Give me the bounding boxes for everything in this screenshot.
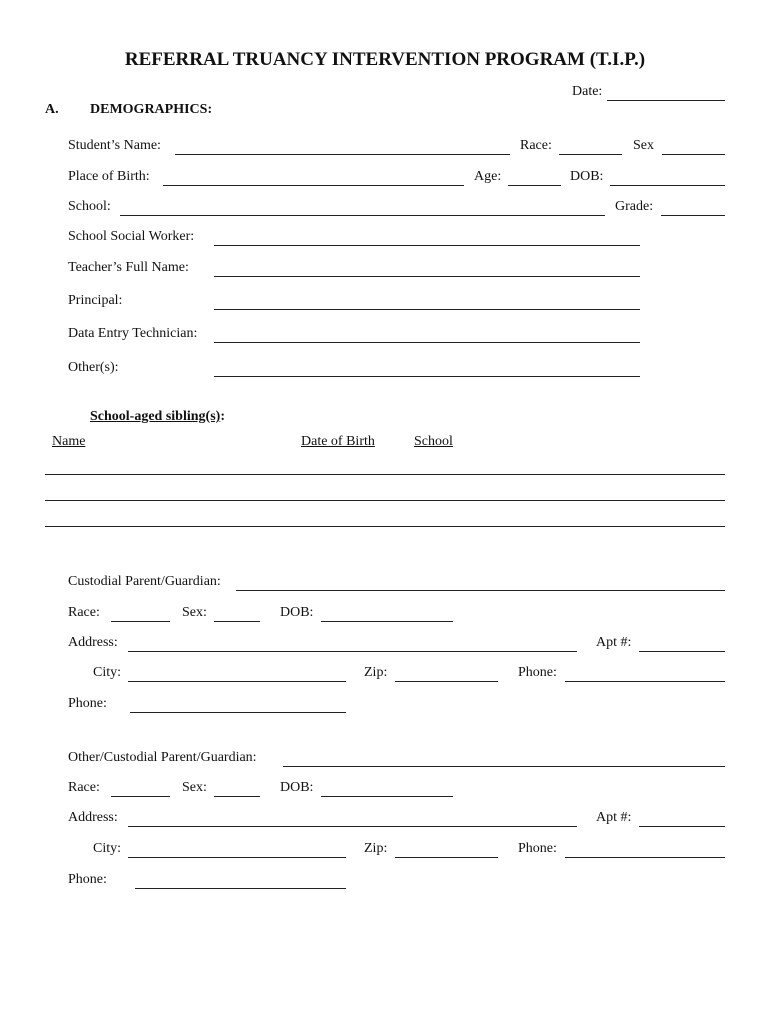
siblings-col-school: School bbox=[414, 434, 453, 449]
dob-label: DOB: bbox=[570, 169, 604, 184]
school-label: School: bbox=[68, 199, 111, 214]
sibling-row-line[interactable] bbox=[45, 500, 725, 501]
student-name-field[interactable] bbox=[175, 154, 510, 155]
data-entry-field[interactable] bbox=[214, 342, 640, 343]
guardian2-sex-field[interactable] bbox=[214, 796, 260, 797]
guardian2-address-field[interactable] bbox=[128, 826, 577, 827]
student-name-label: Student’s Name: bbox=[68, 138, 161, 153]
guardian2-city-label: City: bbox=[93, 841, 122, 856]
guardian1-phone2-field[interactable] bbox=[130, 712, 346, 713]
dob-field[interactable] bbox=[610, 185, 725, 186]
siblings-heading-colon: : bbox=[220, 409, 225, 424]
siblings-col-name: Name bbox=[52, 434, 86, 449]
guardian1-name-field[interactable] bbox=[236, 590, 725, 591]
social-worker-label: School Social Worker: bbox=[68, 229, 195, 244]
guardian1-address-label: Address: bbox=[68, 635, 118, 650]
guardian2-sex-label: Sex: bbox=[182, 780, 207, 795]
guardian2-phone-label: Phone: bbox=[518, 841, 557, 856]
principal-label: Principal: bbox=[68, 293, 123, 308]
siblings-heading-text: School-aged sibling(s) bbox=[90, 409, 221, 424]
guardian2-zip-field[interactable] bbox=[395, 857, 498, 858]
guardian1-race-label: Race: bbox=[68, 605, 100, 620]
guardian1-race-field[interactable] bbox=[111, 621, 170, 622]
guardian2-dob-label: DOB: bbox=[280, 780, 314, 795]
guardian1-phone-field[interactable] bbox=[565, 681, 725, 682]
guardian1-phone-label: Phone: bbox=[518, 665, 557, 680]
student-sex-label: Sex bbox=[633, 138, 654, 153]
teacher-label: Teacher’s Full Name: bbox=[68, 260, 189, 275]
social-worker-field[interactable] bbox=[214, 245, 640, 246]
guardian1-apt-field[interactable] bbox=[639, 651, 725, 652]
birthplace-field[interactable] bbox=[163, 185, 464, 186]
siblings-col-dob: Date of Birth bbox=[301, 434, 375, 449]
guardian1-zip-field[interactable] bbox=[395, 681, 498, 682]
guardian2-dob-field[interactable] bbox=[321, 796, 453, 797]
guardian2-phone2-field[interactable] bbox=[135, 888, 346, 889]
guardian1-sex-field[interactable] bbox=[214, 621, 260, 622]
guardian2-race-label: Race: bbox=[68, 780, 100, 795]
grade-label: Grade: bbox=[615, 199, 654, 214]
siblings-heading bbox=[90, 409, 225, 425]
guardian2-race-field[interactable] bbox=[111, 796, 170, 797]
age-label: Age: bbox=[474, 169, 502, 184]
teacher-field[interactable] bbox=[214, 276, 640, 277]
school-field[interactable] bbox=[120, 215, 605, 216]
guardian2-phone-field[interactable] bbox=[565, 857, 725, 858]
guardian2-apt-field[interactable] bbox=[639, 826, 725, 827]
guardian1-address-field[interactable] bbox=[128, 651, 577, 652]
guardian1-dob-label: DOB: bbox=[280, 605, 314, 620]
form-title: REFERRAL TRUANCY INTERVENTION PROGRAM (T.I.P.) bbox=[124, 49, 646, 70]
guardian1-label: Custodial Parent/Guardian: bbox=[68, 574, 221, 589]
section-letter: A. bbox=[45, 102, 59, 117]
student-race-field[interactable] bbox=[559, 154, 622, 155]
others-label: Other(s): bbox=[68, 360, 119, 375]
guardian1-city-label: City: bbox=[93, 665, 122, 680]
guardian1-phone2-label: Phone: bbox=[68, 696, 107, 711]
guardian2-city-field[interactable] bbox=[128, 857, 346, 858]
data-entry-label: Data Entry Technician: bbox=[68, 326, 198, 341]
guardian1-zip-label: Zip: bbox=[364, 665, 388, 680]
student-race-label: Race: bbox=[520, 138, 552, 153]
sibling-row-line[interactable] bbox=[45, 474, 725, 475]
sibling-row-line[interactable] bbox=[45, 526, 725, 527]
guardian2-apt-label: Apt #: bbox=[596, 810, 632, 825]
guardian1-city-field[interactable] bbox=[128, 681, 346, 682]
principal-field[interactable] bbox=[214, 309, 640, 310]
guardian2-address-label: Address: bbox=[68, 810, 118, 825]
others-field[interactable] bbox=[214, 376, 640, 377]
guardian1-dob-field[interactable] bbox=[321, 621, 453, 622]
guardian2-zip-label: Zip: bbox=[364, 841, 388, 856]
guardian2-name-field[interactable] bbox=[283, 766, 725, 767]
birthplace-label: Place of Birth: bbox=[68, 169, 150, 184]
guardian1-sex-label: Sex: bbox=[182, 605, 207, 620]
date-field[interactable] bbox=[607, 100, 725, 101]
guardian2-phone2-label: Phone: bbox=[68, 872, 107, 887]
section-title: DEMOGRAPHICS: bbox=[90, 102, 213, 117]
grade-field[interactable] bbox=[661, 215, 725, 216]
date-label: Date: bbox=[572, 84, 603, 99]
guardian1-apt-label: Apt #: bbox=[596, 635, 632, 650]
guardian2-label: Other/Custodial Parent/Guardian: bbox=[68, 750, 257, 765]
age-field[interactable] bbox=[508, 185, 561, 186]
student-sex-field[interactable] bbox=[662, 154, 725, 155]
